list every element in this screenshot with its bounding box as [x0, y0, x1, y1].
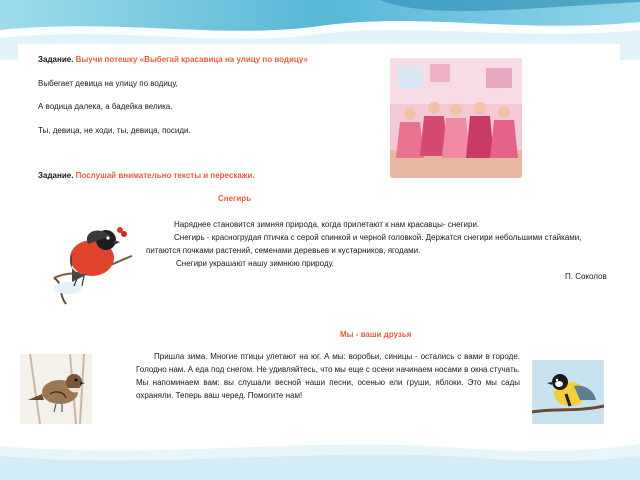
- poem-line-2: А водица далека, а бадейка велика.: [38, 102, 173, 111]
- poem-line-1: Выбегает девица на улицу по водицу,: [38, 79, 178, 88]
- task1-instruction: Выучи потешку «Выбегай красавица на улицу по водицу»: [75, 55, 308, 64]
- story1-line-1: Наряднее становится зимняя природа, когда прилетают к нам красавцы- снегири.: [174, 220, 480, 229]
- task2-label: Задание.: [38, 171, 74, 180]
- sparrow-illustration: [20, 354, 92, 424]
- story1-title: Снегирь: [218, 194, 252, 203]
- bullfinch-illustration: [48, 218, 132, 310]
- story2-paragraph: Пришла зима. Многие птицы улетают на юг. А мы: воробьи, синицы - остались с вами в городе. Голодно нам. А еда под снегом. Не удивляйтесь, что мы еще с осени начинаем носами в окна стучать. Мы напоминаем вам: вы слушали весной наши песни, осенью ели груши, яблоки. Это мы сады охраняли. Теперь ваш черед. Помогите нам!: [136, 352, 520, 400]
- bottom-wave-footer: [0, 426, 640, 480]
- task2-heading: [38, 171, 255, 181]
- task1-label: Задание.: [38, 55, 74, 64]
- story1-line-2: Снегирь - красногрудая птичка с серой спинкой и черной головкой. Держатся снегири небольшими стайками,: [174, 233, 582, 242]
- children-costumes-photo: [390, 58, 522, 178]
- task2-instruction: Послушай внимательно тексты и перескажи.: [75, 171, 255, 180]
- story1-line-3: питаются почками растений, семенами деревьев и кустарников, ягодами.: [146, 246, 421, 255]
- story2-title: Мы - ваши друзья: [340, 330, 412, 339]
- worksheet-page: [18, 44, 620, 432]
- poem-line-3: Ты, девица, не ходи, ты, девица, посиди.: [38, 126, 191, 135]
- task1-heading: [38, 55, 308, 65]
- titmouse-illustration: [532, 360, 604, 424]
- story1-line-4: Снегири украшают нашу зимнюю природу.: [176, 259, 334, 268]
- story1-author: П. Соколов: [565, 272, 607, 281]
